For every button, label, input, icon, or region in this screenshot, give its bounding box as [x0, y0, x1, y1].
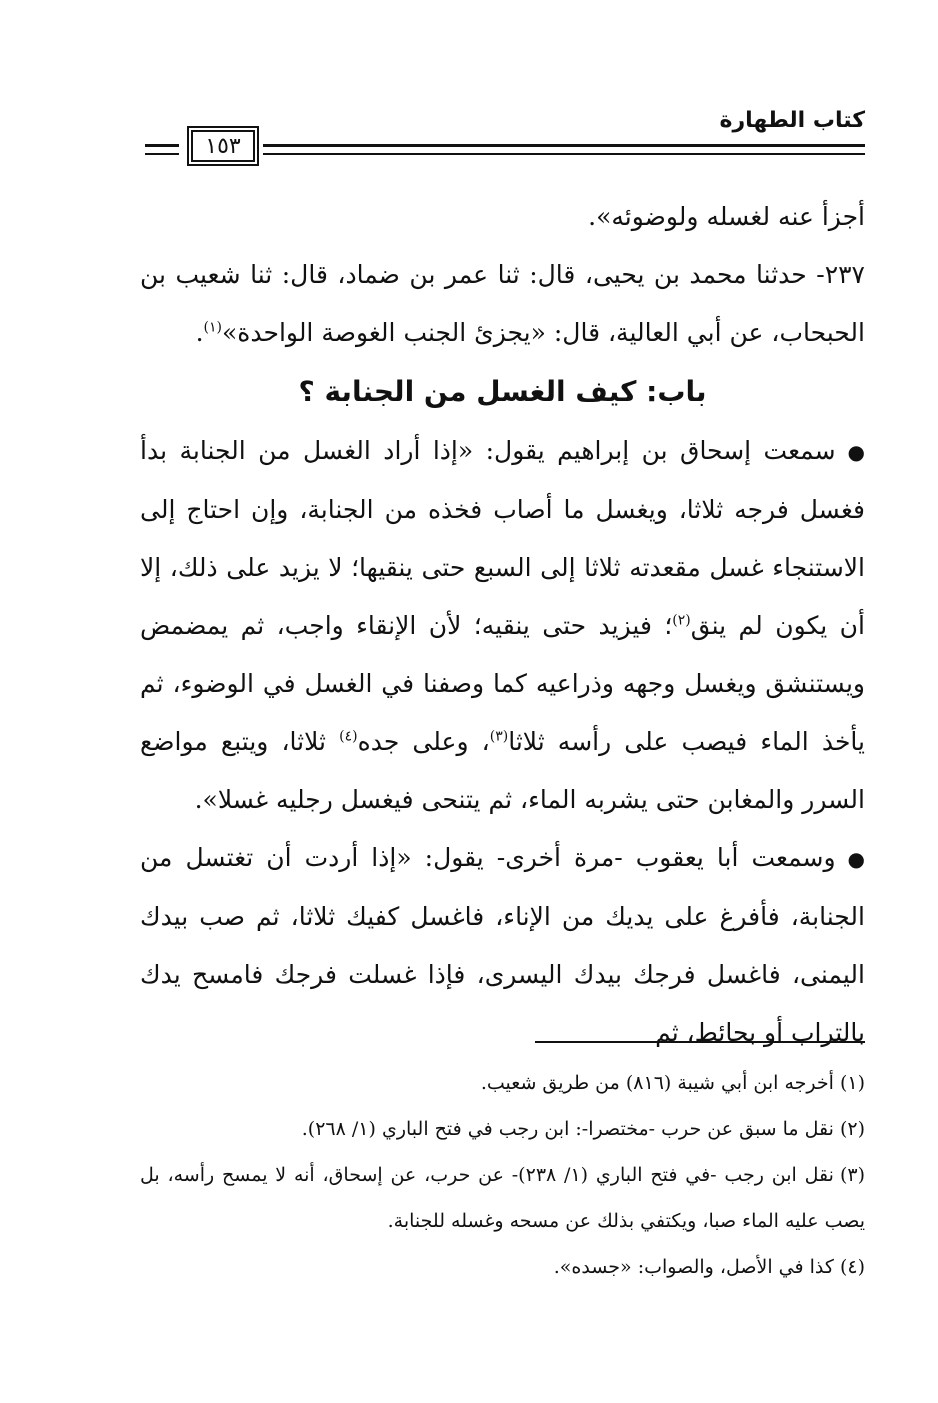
footnote-mark-3: (٣)	[489, 728, 509, 745]
footnote-4	[140, 1244, 865, 1290]
paragraph-237-end: .	[195, 318, 204, 347]
footnote-text: أخرجه ابن أبي شيبة (٨١٦) من طريق شعيب.	[480, 1072, 834, 1094]
footnote-3	[140, 1152, 865, 1244]
paragraph-ishaq-c: ، وعلى جده	[357, 727, 490, 756]
bullet-icon: ●	[847, 440, 865, 464]
paragraph-yaqub-text: وسمعت أبا يعقوب -مرة أخرى- يقول: «إذا أردت أن تغتسل من الجنابة، فأفرغ على يديك من الإناء، فاغسل كفيك ثلاثا، ثم صب بيدك اليمنى، فاغسل فرجك بيدك اليسرى، فإذا غسلت فرجك فامسح يدك بالتراب أو بحائط، ثم	[140, 843, 865, 1047]
bullet-icon: ●	[847, 847, 865, 871]
main-text	[140, 188, 865, 1062]
paragraph-237-text: ٢٣٧- حدثنا محمد بن يحيى، قال: ثنا عمر بن ضماد، قال: ثنا شعيب بن الحبحاب، عن أبي العالية، قال: «يجزئ الجنب الغوصة الواحدة»	[140, 260, 865, 347]
footnote-number: (١)	[839, 1072, 865, 1094]
footnote-text: نقل ابن رجب -في فتح الباري (١/ ٢٣٨)- عن حرب، عن إسحاق، أنه لا يمسح رأسه، بل يصب عليه الماء صبا، ويكتفي بذلك عن مسحه وغسله للجنابة.	[140, 1164, 865, 1232]
footnote-2	[140, 1106, 865, 1152]
paragraph-ishaq-d: ثلاثا، ويتبع مواضع السرر والمغابن حتى يشربه الماء، ثم يتنحى فيغسل رجليه غسلا».	[140, 727, 865, 814]
footnote-number: (٤)	[839, 1256, 865, 1278]
footnote-mark-1: (١)	[203, 319, 222, 336]
page-header	[145, 108, 865, 164]
footnotes	[140, 1060, 865, 1290]
continuation-line	[140, 188, 865, 246]
header-rule-short	[145, 144, 179, 155]
footnote-mark-4: (٤)	[339, 728, 358, 745]
paragraph-yaqub	[140, 829, 865, 1062]
footnote-number: (٢)	[839, 1118, 865, 1140]
paragraph-ishaq	[140, 422, 865, 829]
footnote-text: نقل ما سبق عن حرب -مختصرا-: ابن رجب في فتح الباري (١/ ٢٦٨).	[301, 1118, 834, 1140]
book-title: كتاب الطهارة	[719, 108, 865, 133]
page-number: ١٥٣	[187, 126, 259, 166]
footnote-text: كذا في الأصل، والصواب: «جسده».	[553, 1256, 834, 1278]
footnote-divider	[535, 1041, 865, 1043]
paragraph-237	[140, 246, 865, 362]
paragraph-ishaq-a: سمعت إسحاق بن إبراهيم يقول: «إذا أراد الغسل من الجنابة بدأ فغسل فرجه ثلاثا، ويغسل ما أصاب فخذه من الجنابة، وإن احتاج إلى الاستنجاء غسل مقعدته ثلاثا إلى السبع حتى ينقيها؛ لا يزيد على ذلك، إلا أن يكون لم ينق	[140, 436, 865, 640]
footnote-number: (٣)	[839, 1164, 865, 1186]
chapter-heading: باب: كيف الغسل من الجنابة ؟	[298, 375, 707, 408]
header-rule	[263, 144, 865, 155]
footnote-mark-2: (٢)	[672, 612, 691, 629]
continuation-text: أجزأ عنه لغسله ولوضوئه».	[588, 202, 865, 231]
paragraph-ishaq-b: ؛ فيزيد حتى ينقيه؛ لأن الإنقاء واجب، ثم يمضمض ويستنشق ويغسل وجهه وذراعيه كما وصفنا في الغسل في الوضوء، ثم يأخذ الماء فيصب على رأسه ثلاثا	[140, 611, 865, 756]
footnote-1	[140, 1060, 865, 1106]
